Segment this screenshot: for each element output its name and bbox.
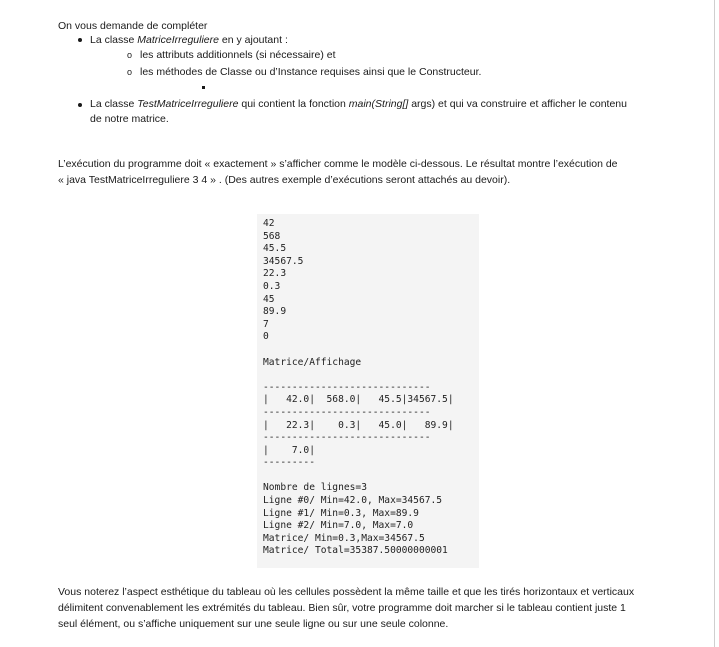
console-input-7: 89.9	[263, 306, 287, 318]
table-line-5: | 7.0|	[263, 444, 315, 456]
table-line-3: | 22.3| 0.3| 45.0| 89.9|	[263, 419, 454, 431]
bullet1-prefix: La classe	[90, 34, 138, 46]
square-bullet-icon	[202, 86, 205, 89]
execution-line-2: « java TestMatriceIrreguliere 3 4 » . (Des autres exemple d’exécutions seront attachés au devoir).	[58, 174, 511, 186]
stats-line-4: Matrice/ Min=0.3,Max=34567.5	[263, 532, 425, 544]
bullet-matrice-irreguliere	[90, 33, 288, 47]
bullet2-suffix: args) et qui va construire et afficher le contenu	[408, 98, 627, 110]
console-input-8: 7	[263, 318, 269, 330]
class-name-matrice: MatriceIrreguliere	[137, 34, 219, 46]
conclusion-line-3: seul élément, ou s’affiche uniquement sur une seule ligne ou sur une seule colonne.	[58, 618, 449, 630]
stats-line-0: Nombre de lignes=3	[263, 482, 367, 494]
intro-text: On vous demande de compléter	[58, 20, 208, 32]
method-name: main(String[]	[348, 98, 409, 110]
table-line-6: ---------	[263, 457, 315, 469]
conclusion-line-2: délimitent convenablement les extrémités du tableau. Bien sûr, votre programme doit marcher si le tableau contient juste 1	[58, 602, 626, 614]
bullet2-line2: de notre matrice.	[90, 113, 169, 125]
table-line-4: -----------------------------	[263, 432, 431, 444]
console-input-6: 45	[263, 293, 275, 305]
console-input-2: 45.5	[263, 243, 287, 255]
conclusion-line-1: Vous noterez l’aspect esthétique du tableau où les cellules possèdent la même taille et que les tirés horizontaux et verticaux	[58, 586, 635, 598]
bullet-marker	[78, 38, 82, 42]
bullet-marker	[78, 103, 82, 107]
console-input-5: 0.3	[263, 280, 281, 292]
console-input-1: 568	[263, 230, 281, 242]
bullet-test-matrice	[90, 97, 627, 111]
page-edge	[714, 0, 715, 647]
console-input-9: 0	[263, 331, 269, 343]
bullet2-middle: qui contient la fonction	[238, 98, 349, 110]
circle-bullet-icon: o	[127, 67, 133, 77]
console-input-3: 34567.5	[263, 255, 304, 267]
execution-line-1: L’exécution du programme doit « exactement » s’afficher comme le modèle ci-dessous. Le résultat montre l’exécution de	[58, 158, 618, 170]
stats-line-1: Ligne #0/ Min=42.0, Max=34567.5	[263, 495, 443, 507]
class-name-test: TestMatriceIrreguliere	[137, 98, 239, 110]
console-input-0: 42	[263, 218, 275, 229]
console-input-4: 22.3	[263, 268, 287, 280]
table-line-0: -----------------------------	[263, 381, 431, 393]
bullet1-suffix: en y ajoutant :	[218, 34, 288, 46]
stats-line-2: Ligne #1/ Min=0.3, Max=89.9	[263, 507, 419, 519]
subitem-attributes: les attributs additionnels (si nécessaire) et	[140, 49, 336, 61]
stats-line-3: Ligne #2/ Min=7.0, Max=7.0	[263, 520, 414, 532]
table-line-1: | 42.0| 568.0| 45.5|34567.5|	[263, 394, 454, 406]
console-title: Matrice/Affichage	[263, 356, 362, 368]
stats-line-5: Matrice/ Total=35387.50000000001	[263, 545, 448, 557]
bullet2-prefix: La classe	[90, 98, 138, 110]
table-line-2: -----------------------------	[263, 406, 431, 418]
console-output	[257, 214, 479, 568]
circle-bullet-icon: o	[127, 50, 133, 60]
subitem-methods: les méthodes de Classe ou d’Instance requises ainsi que le Constructeur.	[140, 66, 482, 78]
